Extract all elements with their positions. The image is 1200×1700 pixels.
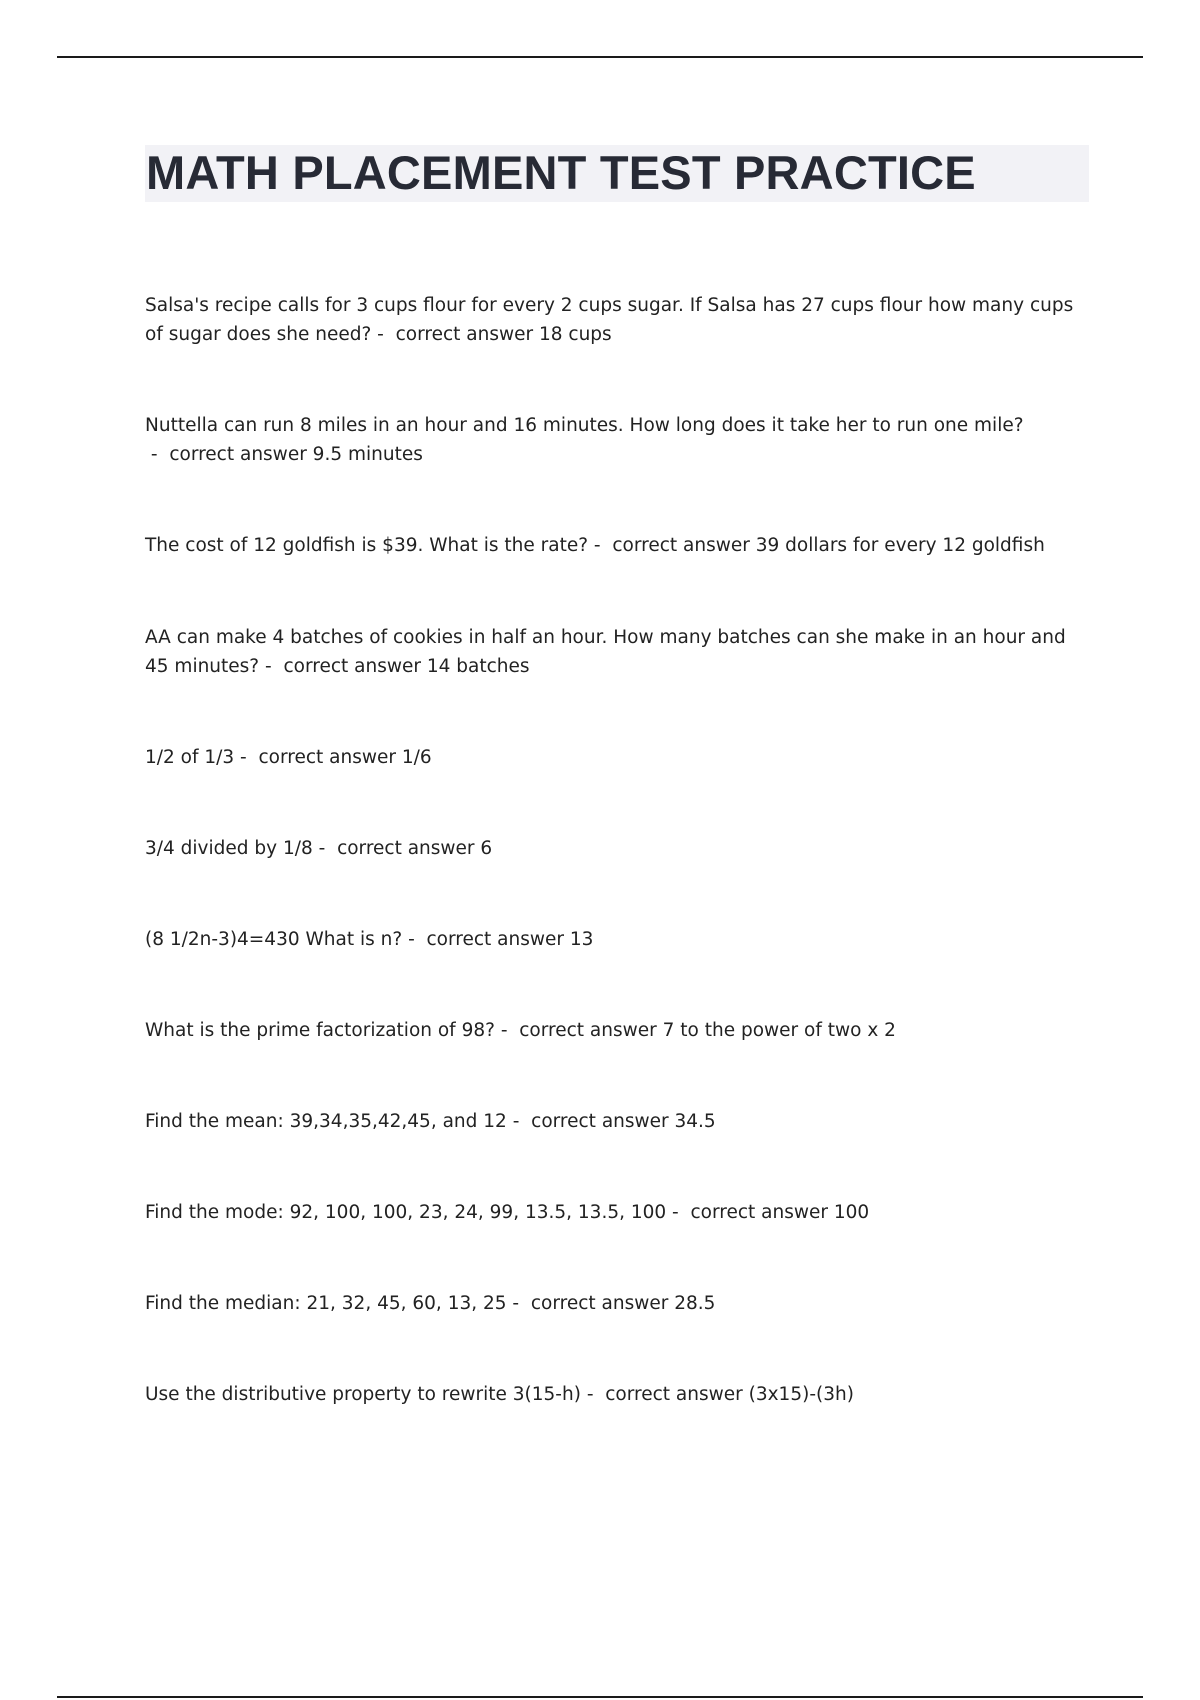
separator: - (506, 1293, 531, 1314)
separator: - (666, 1202, 691, 1223)
qa-item (145, 1107, 1085, 1136)
qa-item (145, 743, 1085, 772)
separator: - (259, 656, 284, 677)
qa-item (145, 531, 1085, 560)
qa-item (145, 291, 1085, 349)
separator: - (402, 929, 427, 950)
qa-item (145, 411, 1085, 469)
question-text: AA can make 4 batches of cookies in half an hour. How many batches can she make in an hour and 45 minutes? (145, 627, 1066, 677)
separator: - (494, 1020, 520, 1041)
qa-item (145, 1198, 1085, 1227)
question-text: Salsa's recipe calls for 3 cups flour for every 2 cups sugar. If Salsa has 27 cups flour how many cups of sugar does she need? (145, 295, 1074, 345)
separator: - (588, 535, 613, 556)
question-text: 3/4 divided by 1/8 (145, 838, 313, 859)
page-title: MATH PLACEMENT TEST PRACTICE (146, 146, 976, 199)
question-text: Find the median: 21, 32, 45, 60, 13, 25 (145, 1293, 507, 1314)
answer-text: correct answer (3x15)-(3h) (605, 1384, 854, 1405)
qa-item (145, 925, 1085, 954)
question-text: What is the prime factorization of 98? (145, 1020, 495, 1041)
answer-text: correct answer 14 batches (283, 656, 530, 677)
answer-text: correct answer 6 (337, 838, 493, 859)
separator: - (580, 1384, 606, 1405)
question-text: 1/2 of 1/3 (145, 747, 235, 768)
answer-text: correct answer 7 to the power of two x 2 (519, 1020, 896, 1041)
answer-text: correct answer 100 (690, 1202, 870, 1223)
separator: - (145, 444, 170, 465)
question-text: The cost of 12 goldfish is $39. What is the rate? (145, 535, 589, 556)
answer-text: correct answer 13 (426, 929, 594, 950)
answer-text: correct answer 1/6 (258, 747, 432, 768)
bottom-rule (57, 1696, 1143, 1698)
answer-text: correct answer 9.5 minutes (169, 444, 423, 465)
top-rule (57, 56, 1143, 58)
answer-text: correct answer 28.5 (530, 1293, 716, 1314)
answer-text: correct answer 39 dollars for every 12 goldfish (612, 535, 1045, 556)
separator: - (234, 747, 259, 768)
separator: - (506, 1111, 532, 1132)
question-text: Find the mean: 39,34,35,42,45, and 12 (145, 1111, 507, 1132)
separator: - (371, 324, 396, 345)
answer-text: correct answer 18 cups (395, 324, 612, 345)
answer-text: correct answer 34.5 (531, 1111, 716, 1132)
separator: - (312, 838, 338, 859)
qa-item (145, 623, 1085, 681)
qa-item (145, 1380, 1085, 1409)
question-text: (8 1/2n-3)4=430 What is n? (145, 929, 403, 950)
question-text: Find the mode: 92, 100, 100, 23, 24, 99, 13.5, 13.5, 100 (145, 1202, 667, 1223)
qa-item (145, 834, 1085, 863)
qa-item (145, 1289, 1085, 1318)
qa-item (145, 1016, 1085, 1045)
question-text: Nuttella can run 8 miles in an hour and 16 minutes. How long does it take her to run one mile? (145, 415, 1024, 436)
question-text: Use the distributive property to rewrite 3(15-h) (145, 1384, 581, 1405)
